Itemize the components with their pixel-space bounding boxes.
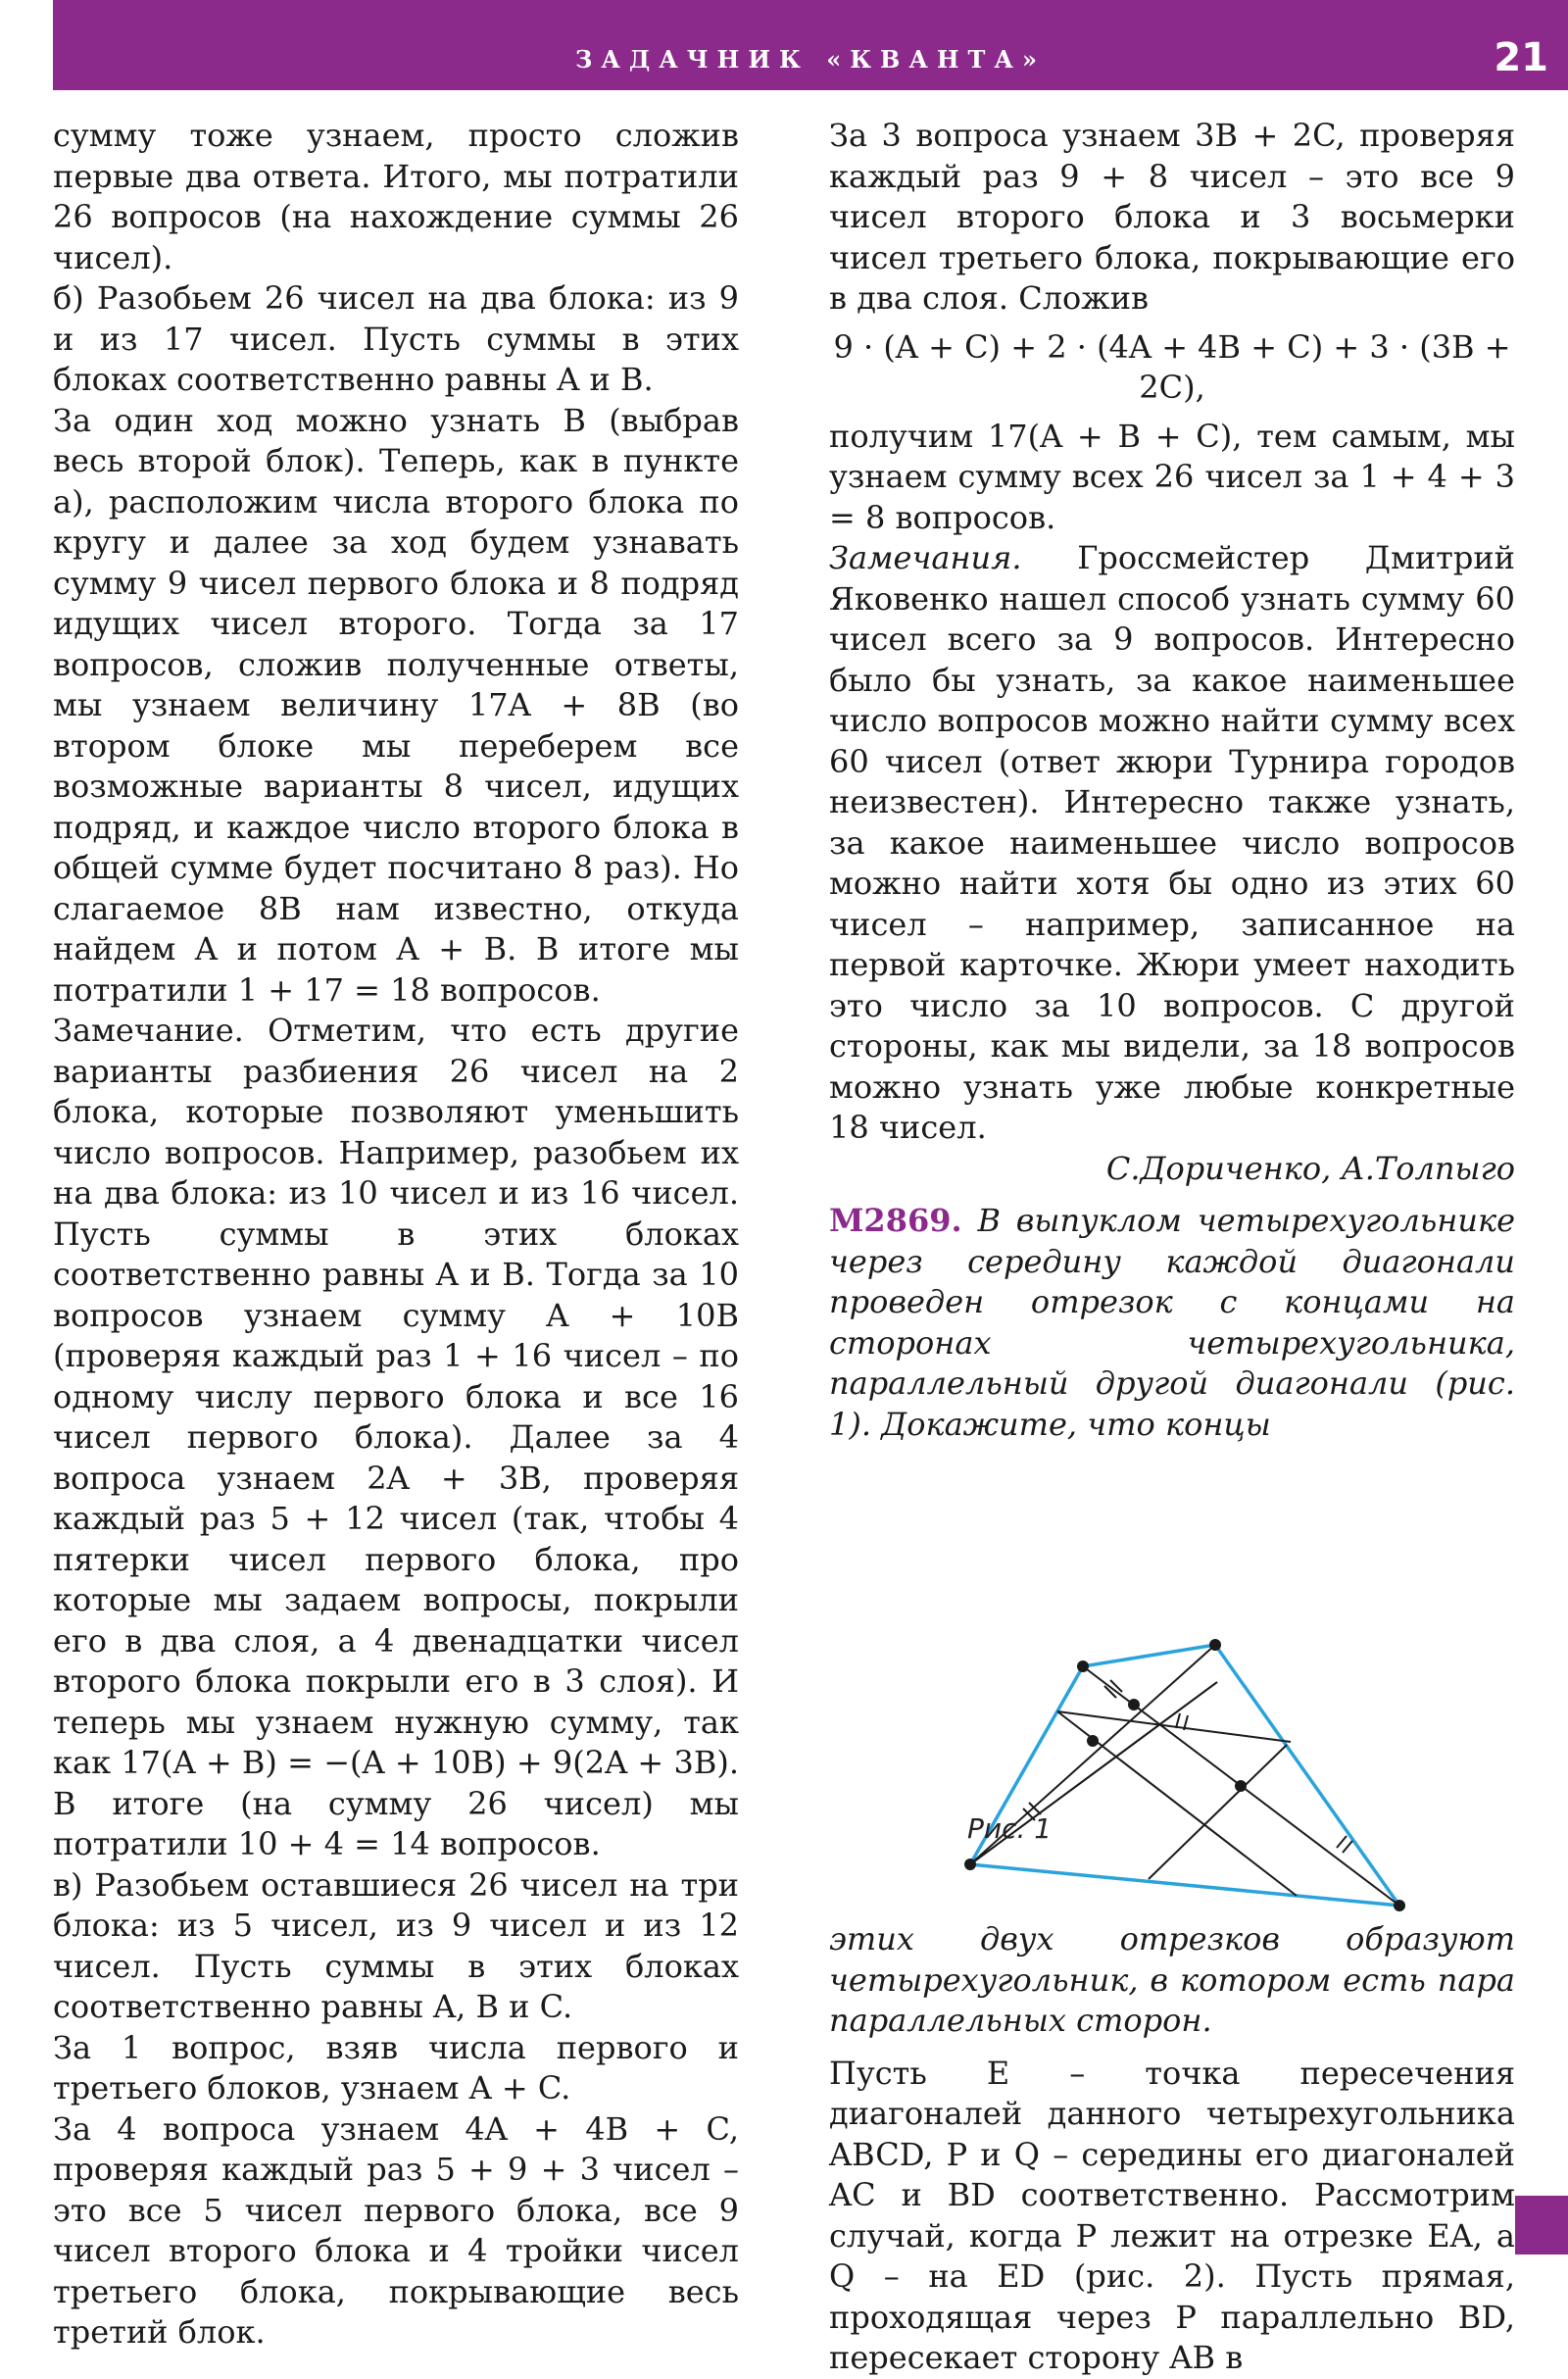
construction-lines — [970, 1645, 1399, 1906]
problem-continuation: этих двух отрезков образуют четырехугольник, в котором есть пара параллельных сторон. — [829, 1920, 1515, 2039]
page-header — [53, 0, 1568, 90]
figure-caption: Рис. 1 — [967, 1812, 1053, 1845]
point-d — [1394, 1900, 1405, 1911]
left-paragraph: Замечание. Отметим, что есть другие варианты разбиения 26 чисел на 2 блока, которые позволяют уменьшить число вопросов. Например, разобьем их на два блока: из 10 чисел и из 16 чисел. Пусть суммы в этих блоках соответственно равны A и B. Тогда за 10 вопросов узнаем сумму A + 10B (проверяя каждый раз 1 + 16 чисел – по одному числу первого блока и все 16 чисел первого блока). Далее за 4 вопроса узнаем 2A + 3B, проверяя каждый раз 5 + 12 чисел (так, чтобы 4 пятерки чисел первого блока, про которые мы задаем вопросы, покрыли его в два слоя, а 4 двенадцатки чисел второго блока покрыли его в 3 слоя). И теперь мы узнаем нужную сумму, так как 17(A + B) = −(A + 10B) + 9(2A + 3B). В итоге (на сумму 26 чисел) мы потратили 10 + 4 = 14 вопросов. — [53, 1012, 739, 1862]
left-paragraph: За 4 вопроса узнаем 4A + 4B + C, проверяя каждый раз 5 + 9 + 3 чисел – это все 5 чисел первого блока, все 9 чисел второго блока и 4 тройки чисел третьего блока, покрывающие весь третий блок. — [53, 2109, 739, 2351]
journal-section-title: ЗАДАЧНИК «КВАНТА» — [575, 45, 1046, 74]
formula-line: 9 · (A + C) + 2 · (4A + 4B + C) + 3 · (3B + 2C), — [833, 327, 1511, 406]
problem-number: М2869. — [829, 1202, 962, 1239]
point-a — [964, 1859, 976, 1870]
segment-through-q — [1149, 1745, 1287, 1879]
remarks-paragraph — [829, 538, 1515, 1149]
figure-1 — [829, 1455, 1515, 1911]
corner-accent-block — [1515, 2196, 1568, 2255]
right-paragraph: получим 17(A + B + C), тем самым, мы узнаем сумму всех 26 чисел за 1 + 4 + 3 = 8 вопросов. — [829, 417, 1515, 536]
point-b — [1077, 1660, 1089, 1672]
left-paragraph: За один ход можно узнать B (выбрав весь второй блок). Теперь, как в пункте а), расположим числа второго блока по кругу и далее за ход будем узнавать сумму 9 чисел первого блока и 8 подряд идущих чисел второго. Тогда за 17 вопросов, сложив полученные ответы, мы узнаем величину 17A + 8B (во втором блоке мы переберем все возможные варианты 8 чисел, идущих подряд, и каждое число второго блока в общей сумме будет посчитано 8 раз). Но слагаемое 8B нам известно, откуда найдем A и потом A + B. В итоге мы потратили 1 + 17 = 18 вопросов. — [53, 401, 739, 1009]
quadrilateral-sides — [970, 1645, 1399, 1906]
problem-statement — [829, 1201, 1515, 1445]
solution-paragraph: Пусть E – точка пересечения диагоналей данного четырехугольника ABCD, P и Q – середины его диагоналей AC и BD соответственно. Рассмотрим случай, когда P лежит на отрезке EA, а Q – на ED (рис. 2). Пусть прямая, проходящая через P параллельно BD, пересекает сторону AB в — [829, 2054, 1515, 2376]
right-column — [829, 116, 1515, 2379]
point-q — [1235, 1780, 1247, 1792]
remarks-label: Замечания. — [829, 539, 1022, 576]
authors: С.Дориченко, А.Толпыго — [1105, 1149, 1515, 1187]
left-paragraph: сумму тоже узнаем, просто сложив первые два ответа. Итого, мы потратили 26 вопросов (на нахождение суммы 26 чисел). — [53, 117, 739, 276]
point-c — [1209, 1639, 1221, 1651]
right-paragraph: За 3 вопроса узнаем 3B + 2C, проверяя каждый раз 9 + 8 чисел – это все 9 чисел второго блока и 3 восьмерки чисел третьего блока, покрывающие его в два слоя. Сложив — [829, 117, 1515, 317]
left-paragraph: За 1 вопрос, взяв числа первого и третьего блоков, узнаем A + C. — [53, 2028, 739, 2106]
left-paragraph: в) Разобьем оставшиеся 26 чисел на три блока: из 5 чисел, из 9 чисел и из 12 чисел. Пусть суммы в этих блоках соответственно равны A, B и C. — [53, 1865, 739, 2025]
problem-text: В выпуклом четырехугольнике через середину каждой диагонали проведен отрезок с концами на сторонах четырехугольника, параллельный другой диагонали (рис. 1). Докажите, что концы — [829, 1202, 1515, 1443]
page-number: 21 — [1494, 35, 1548, 80]
remarks-text: Гроссмейстер Дмитрий Яковенко нашел способ узнать сумму 60 чисел всего за 9 вопросов. Интересно было бы узнать, за какое наименьшее число вопросов можно найти сумму всех 60 чисел (ответ жюри Турнира городов неизвестен). Интересно также узнать, за какое наименьшее число вопросов можно найти хотя бы одно из этих 60 чисел – например, записанное на первой карточке. Жюри умеет находить это число за 10 вопросов. С другой стороны, как мы видели, за 18 вопросов можно узнать уже любые конкретные 18 чисел. — [829, 539, 1515, 1146]
tick-marks — [1023, 1648, 1352, 1853]
point-e — [1087, 1735, 1099, 1747]
left-paragraph: б) Разобьем 26 чисел на два блока: из 9 и из 17 чисел. Пусть суммы в этих блоках соответственно равны A и B. — [53, 279, 739, 398]
left-column — [53, 116, 739, 2354]
quadrilateral-diagram — [829, 1455, 1515, 1911]
point-p — [1128, 1699, 1140, 1710]
